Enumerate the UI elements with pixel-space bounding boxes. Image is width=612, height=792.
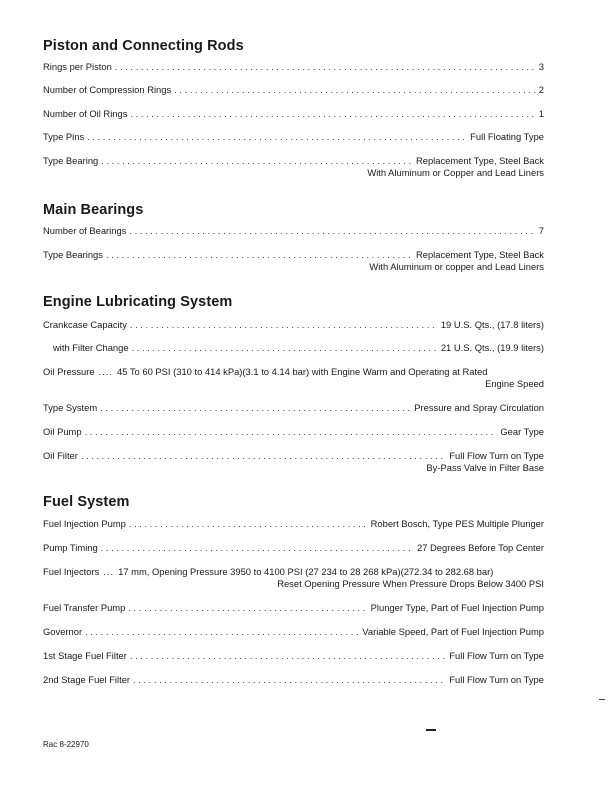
section-main-bearings: [43, 202, 544, 272]
spec-label: 1st Stage Fuel Filter: [43, 650, 127, 661]
spec-row-fuel-injection-pump: [43, 518, 544, 530]
page-mark: [426, 729, 436, 731]
spec-label: Fuel Transfer Pump: [43, 602, 126, 613]
spec-label: Pump Timing: [43, 542, 98, 553]
spec-label: Governor: [43, 626, 83, 637]
spec-value: 17 mm, Opening Pressure 3950 to 4100 PSI (27 234 to 28 268 kPa)(272.34 to 282.68 bar): [118, 566, 494, 577]
spec-row-oil-pump: [43, 426, 544, 438]
spec-label: Rings per Piston: [43, 61, 112, 72]
spec-label: Type System: [43, 402, 98, 413]
spec-value: 3: [538, 61, 544, 72]
spec-label: Oil Filter: [43, 450, 78, 461]
spec-row-2nd-stage-fuel-filter: [43, 674, 544, 686]
spec-row-oil-rings: [43, 108, 544, 120]
spec-label: Type Pins: [43, 131, 85, 142]
spec-value: Plunger Type, Part of Fuel Injection Pump: [370, 602, 544, 613]
spec-row-pump-timing: [43, 542, 544, 554]
spec-value: Variable Speed, Part of Fuel Injection Pump: [362, 626, 544, 637]
spec-value: 19 U.S. Qts., (17.8 liters): [440, 319, 544, 330]
spec-row-oil-pressure: Oil Pressure .... 45 To 60 PSI (310 to 414 kPa)(3.1 to 4.14 bar) with Engine Warm and Operating at Rated Engine Speed: [43, 366, 544, 389]
spec-value: Robert Bosch, Type PES Multiple Plunger: [370, 518, 544, 529]
spec-label: Fuel Injectors: [43, 566, 100, 577]
spec-value: Full Flow Turn on Type: [449, 650, 544, 661]
spec-value: Gear Type: [500, 426, 544, 437]
spec-value: 7: [538, 225, 544, 236]
spec-row-oil-filter: [43, 450, 544, 474]
spec-row-crankcase-capacity: [43, 319, 544, 331]
spec-value: Pressure and Spray Circulation: [414, 402, 544, 413]
spec-value-continuation: Reset Opening Pressure When Pressure Drops Below 3400 PSI: [277, 578, 544, 589]
section-heading: Piston and Connecting Rods: [43, 38, 244, 54]
spec-row-compression-rings: [43, 84, 544, 96]
spec-row-rings-per-piston: [43, 61, 544, 73]
spec-row-type-bearing: [43, 155, 544, 179]
section-heading: Engine Lubricating System: [43, 294, 233, 310]
spec-value: 27 Degrees Before Top Center: [417, 542, 544, 553]
spec-label: Number of Oil Rings: [43, 108, 128, 119]
spec-label: Number of Bearings: [43, 225, 127, 236]
spec-value-continuation: With Aluminum or Copper and Lead Liners: [367, 167, 544, 178]
section-heading: Main Bearings: [43, 202, 144, 218]
spec-label: Number of Compression Rings: [43, 84, 172, 95]
spec-row-with-filter-change: [43, 342, 544, 354]
spec-value-continuation: With Aluminum or copper and Lead Liners: [369, 261, 544, 272]
section-fuel-system: [43, 494, 544, 685]
section-engine-lubricating-system: [43, 294, 544, 473]
spec-value-continuation: By-Pass Valve in Filter Base: [426, 462, 544, 473]
spec-value: 45 To 60 PSI (310 to 414 kPa)(3.1 to 4.14 bar) with Engine Warm and Operating at Rated: [117, 366, 488, 377]
spec-value: 2: [538, 84, 544, 95]
spec-row-type-pins: [43, 131, 544, 143]
spec-label: Type Bearings: [43, 249, 103, 260]
spec-value: 21 U.S. Qts., (19.9 liters): [440, 342, 544, 353]
spec-value: Replacement Type, Steel Back: [415, 249, 544, 260]
spec-value: 1: [538, 108, 544, 119]
document-reference: Rac 8-22970: [43, 740, 89, 749]
spec-value: Replacement Type, Steel Back: [415, 155, 544, 166]
spec-value: Full Floating Type: [470, 131, 544, 142]
section-heading: Fuel System: [43, 494, 130, 510]
spec-row-governor: [43, 626, 544, 638]
spec-value-continuation: Engine Speed: [485, 378, 544, 389]
spec-label: Crankcase Capacity: [43, 319, 127, 330]
spec-row-number-of-bearings: [43, 225, 544, 237]
spec-value: Full Flow Turn on Type: [449, 450, 544, 461]
spec-value: Full Flow Turn on Type: [449, 674, 544, 685]
spec-label: with Filter Change: [53, 342, 129, 353]
spec-row-type-bearings: [43, 249, 544, 273]
spec-row-fuel-transfer-pump: [43, 602, 544, 614]
spec-row-1st-stage-fuel-filter: [43, 650, 544, 662]
spec-row-fuel-injectors: Fuel Injectors ... 17 mm, Opening Pressure 3950 to 4100 PSI (27 234 to 28 268 kPa)(272.34 to 282.68 bar) Reset Opening Pressure When Pressure Drops Below 3400 PSI: [43, 566, 544, 589]
edge-mark: [599, 699, 605, 700]
spec-row-type-system: [43, 402, 544, 414]
spec-label: Type Bearing: [43, 155, 99, 166]
spec-label: Oil Pressure: [43, 366, 95, 377]
spec-label: 2nd Stage Fuel Filter: [43, 674, 131, 685]
section-piston-connecting-rods: [43, 38, 544, 178]
spec-label: Oil Pump: [43, 426, 82, 437]
spec-label: Fuel Injection Pump: [43, 518, 126, 529]
